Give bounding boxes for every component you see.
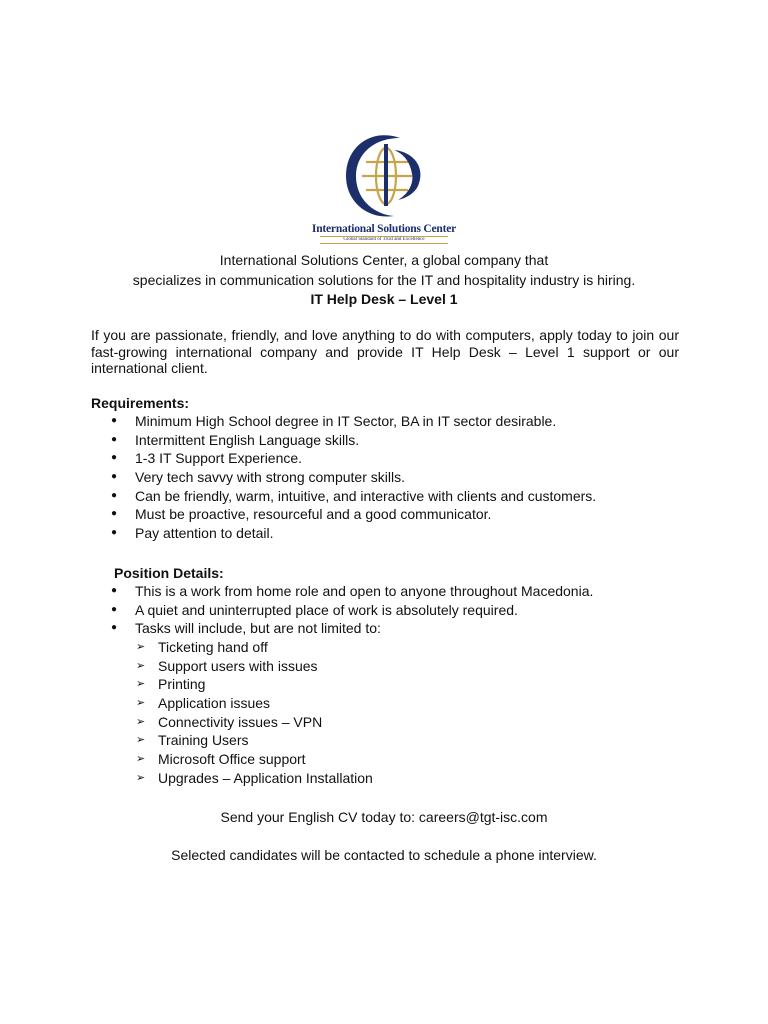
selected-candidates-line: Selected candidates will be contacted to schedule a phone interview. — [171, 847, 597, 863]
bullet-icon: ● — [111, 452, 118, 464]
paragraph-line: fast-growing international company and provide IT Help Desk – Level 1 support or our — [91, 343, 679, 360]
bullet-icon: ● — [111, 433, 118, 445]
bullet-icon: ● — [111, 603, 118, 615]
bullet-icon: ● — [111, 415, 118, 426]
requirements-heading: Requirements: — [91, 395, 190, 411]
arrow-bullet-icon: ➢ — [136, 715, 146, 728]
intro-paragraph — [91, 327, 679, 377]
bullet-icon: ● — [111, 508, 118, 520]
arrow-bullet-icon: ➢ — [136, 697, 146, 710]
bullet-icon: ● — [111, 471, 118, 483]
job-posting-page: International Solutions Center Global Standard of Trust and Excellence International Solutions Center, a global company that specializes in communication solutions for the IT and hospitality industry is hiring. IT Help Desk – Level 1 If you are passionate, friendly, and love anything to do with computers, apply today to join our fast-growing international company and provide IT Help Desk – Level 1 support or our international client. Requirements: ● Minimum High School degree in IT Sector, BA in IT sector desirable. ● Intermittent English Language skills. ● 1-3 IT Support Experience. ● Very tech savvy with strong computer skills. ● Can be friendly, warm, intuitive, and interactive with clients and customers. ● Must be proactive, resourceful and a good communicator. ● Pay attention to detail. Position Details: ● This is a work from home role and open to anyone throughout Macedonia. ● A quiet and uninterrupted place of work is absolutely required. ● Tasks will include, but are not limited to: ➢ Ticketing hand off ➢ Support users with issues ➢ Printing ➢ Application issues ➢ Connectivity issues – VPN ➢ Training Users ➢ Microsoft Office support ➢ Upgrades – Application Installation Send your English CV today to: careers@tgt-isc.com Selected candidates will be contacted to schedule a phone interview. — [0, 0, 768, 1024]
bullet-icon: ● — [111, 489, 118, 501]
arrow-bullet-icon: ➢ — [136, 771, 146, 784]
arrow-bullet-icon: ➢ — [136, 659, 146, 672]
send-cv-line: Send your English CV today to: careers@tgt-isc.com — [220, 809, 548, 825]
arrow-bullet-icon: ➢ — [136, 678, 146, 691]
position-details-heading: Position Details: — [114, 565, 224, 581]
arrow-bullet-icon: ➢ — [136, 734, 146, 747]
company-logo — [300, 130, 468, 246]
logo-wordmark: International Solutions Center — [311, 223, 457, 235]
globe-logo-icon — [342, 130, 426, 220]
intro-line-1: International Solutions Center, a global company that — [219, 252, 549, 268]
paragraph-line: international client. — [91, 360, 208, 376]
arrow-bullet-icon: ➢ — [136, 641, 146, 653]
bullet-icon: ● — [111, 527, 118, 539]
job-title: IT Help Desk – Level 1 — [310, 291, 458, 307]
arrow-bullet-icon: ➢ — [136, 753, 146, 766]
intro-line-2: specializes in communication solutions for the IT and hospitality industry is hiring. — [132, 272, 636, 288]
logo-tagline: Global Standard of Trust and Excellence — [320, 236, 448, 244]
paragraph-line: If you are passionate, friendly, and love anything to do with computers, apply today to join our — [91, 327, 679, 343]
bullet-icon: ● — [111, 622, 118, 634]
bullet-icon: ● — [111, 585, 118, 596]
